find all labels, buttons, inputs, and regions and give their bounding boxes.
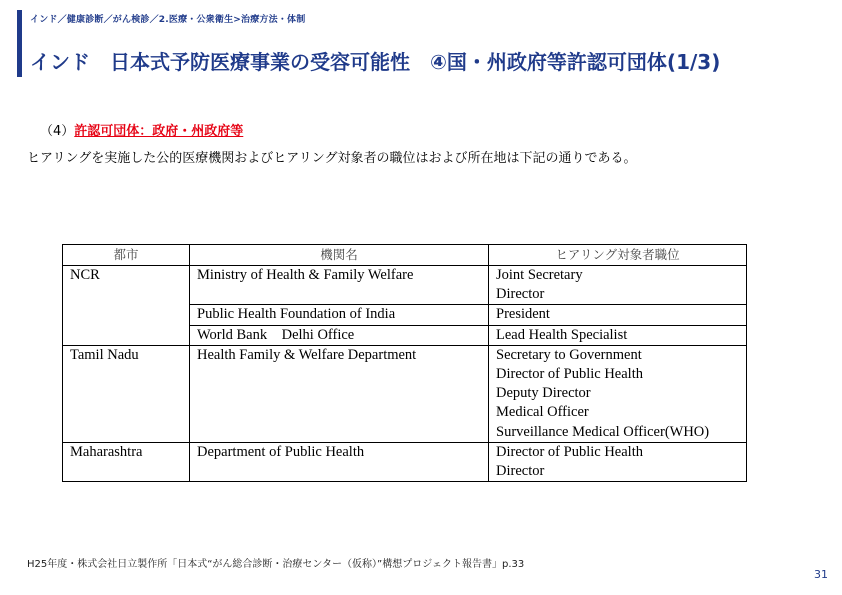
position-item: Director of Public Health [496, 366, 643, 383]
table-row [63, 345, 747, 442]
cell-positions [489, 325, 747, 345]
position-item: Director [496, 286, 545, 303]
cell-org: Public Health Foundation of India [190, 305, 489, 325]
cell-org: Health Family & Welfare Department [190, 345, 489, 442]
section-label: 許認可団体：政府・州政府等 [74, 124, 244, 139]
position-item: Surveillance Medical Officer(WHO) [496, 423, 710, 440]
section-number: （4） [40, 124, 75, 139]
position-item: Lead Health Specialist [496, 326, 628, 343]
header-city: 都市 [63, 245, 190, 266]
cell-org: Ministry of Health & Family Welfare [190, 266, 489, 305]
source-citation: H25年度・株式会社日立製作所「日本式“がん総合診断・治療センター（仮称）”構想プロジェクト報告書」p.33 [27, 559, 525, 570]
header-positions: ヒアリング対象者職位 [489, 245, 747, 266]
intro-text: ヒアリングを実施した公的医療機関およびヒアリング対象者の職位はおよび所在地は下記の通りである。 [27, 151, 637, 166]
position-item: Secretary to Government [496, 346, 642, 363]
table-row [63, 442, 747, 481]
cell-city: Maharashtra [63, 442, 190, 481]
cell-org: World Bank Delhi Office [190, 325, 489, 345]
cell-city: Tamil Nadu [63, 345, 190, 442]
position-item: Director [496, 463, 545, 480]
breadcrumb: インド／健康診断／がん検診／2.医療・公衆衛生>治療方法・体制 [30, 15, 306, 25]
position-item: President [496, 306, 550, 323]
table-header-row [63, 245, 747, 266]
cell-positions [489, 305, 747, 325]
cell-city: NCR [63, 266, 190, 346]
title-accent-bar [17, 10, 22, 77]
hearing-table [62, 244, 747, 482]
position-item: Medical Officer [496, 404, 589, 421]
header-org: 機関名 [190, 245, 489, 266]
position-item: Joint Secretary [496, 267, 583, 283]
page-number: 31 [814, 568, 828, 581]
table-row [63, 266, 747, 305]
page-title: インド 日本式予防医療事業の受容可能性 ④国・州政府等許認可団体(1/3) [30, 50, 721, 74]
section-heading [40, 120, 243, 139]
cell-org: Department of Public Health [190, 442, 489, 481]
cell-positions [489, 345, 747, 442]
position-item: Director of Public Health [496, 443, 643, 460]
position-item: Deputy Director [496, 385, 591, 402]
cell-positions [489, 266, 747, 305]
cell-positions [489, 442, 747, 481]
